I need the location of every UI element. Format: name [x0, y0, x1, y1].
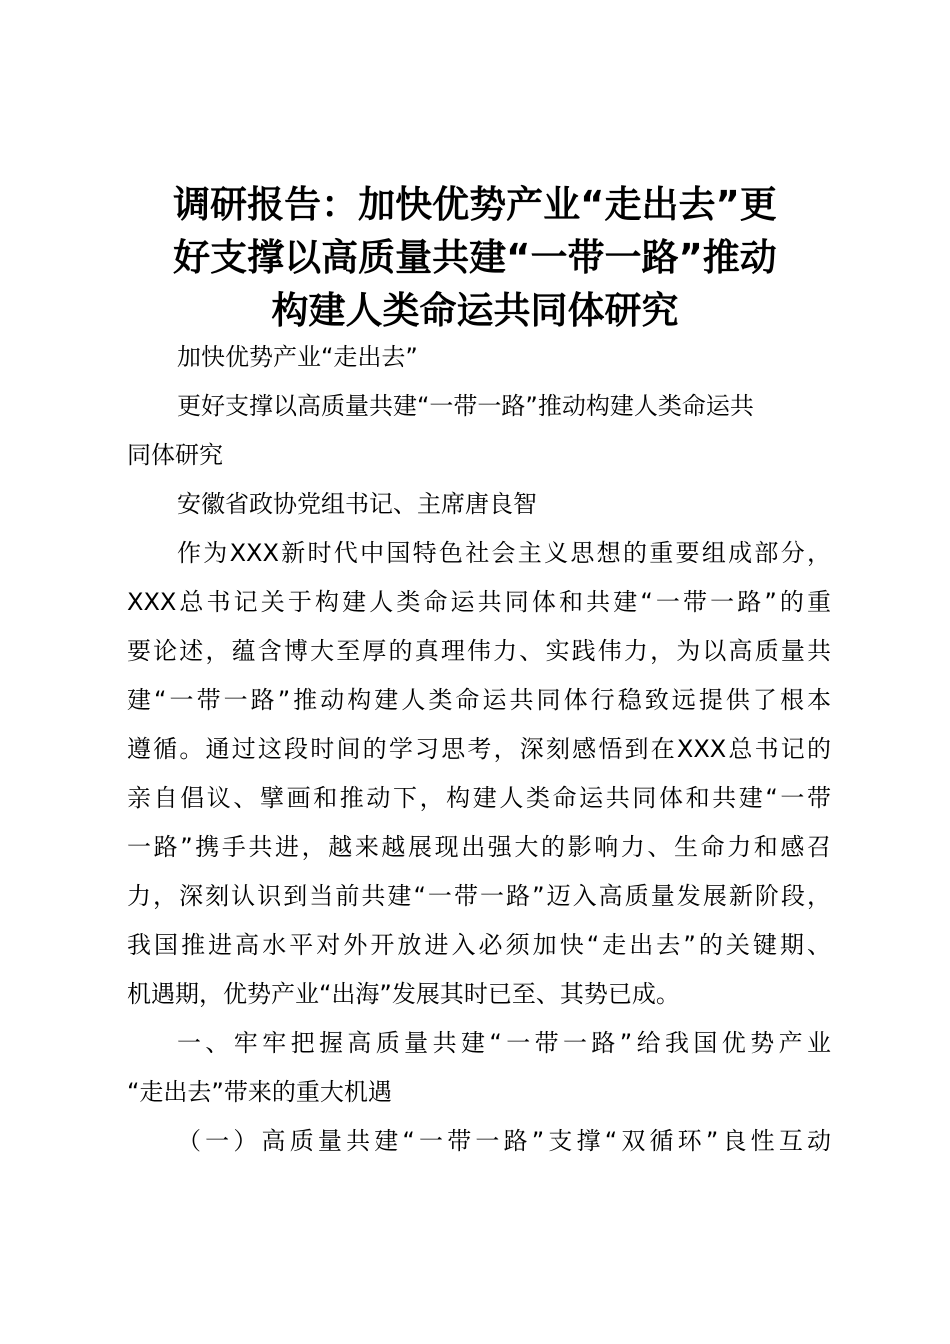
paragraph-1-line-2: XXX总书记关于构建人类命运共同体和共建“一带一路”的重 [127, 588, 831, 616]
paragraph-1-line-1: 作为XXX新时代中国特色社会主义思想的重要组成部分， [177, 539, 831, 567]
paragraph-1-line-7: 一路”携手共进，越来越展现出强大的影响力、生命力和感召 [127, 833, 831, 861]
paragraph-1 [127, 529, 831, 1019]
subtitle-2-line-2: 同体研究 [127, 441, 223, 469]
title-line-1: 调研报告：加快优势产业“走出去”更 [173, 183, 777, 226]
paragraph-1-line-5: 遵循。通过这段时间的学习思考，深刻感悟到在XXX总书记的 [127, 735, 831, 763]
paragraph-1-line-9: 我国推进高水平对外开放进入必须加快“走出去”的关键期、 [127, 931, 831, 959]
heading-1 [127, 1019, 831, 1117]
author-text: 安徽省政协党组书记、主席唐良智 [177, 490, 537, 518]
heading-1-1 [127, 1117, 831, 1166]
subtitle-1 [127, 333, 831, 382]
subtitle-2 [127, 382, 831, 480]
paragraph-1-line-10: 机遇期，优势产业“出海”发展其时已至、其势已成。 [127, 980, 680, 1008]
document-body [127, 333, 831, 1166]
paragraph-1-line-4: 建“一带一路”推动构建人类命运共同体行稳致远提供了根本 [127, 686, 831, 714]
paragraph-1-line-8: 力，深刻认识到当前共建“一带一路”迈入高质量发展新阶段， [127, 882, 831, 910]
title-line-2: 好支撑以高质量共建“一带一路”推动 [173, 236, 777, 279]
subtitle-1-text: 加快优势产业“走出去” [177, 343, 418, 371]
paragraph-1-line-3: 要论述，蕴含博大至厚的真理伟力、实践伟力，为以高质量共 [127, 637, 831, 665]
paragraph-1-line-6: 亲自倡议、擘画和推动下，构建人类命运共同体和共建“一带 [127, 784, 831, 812]
document-title [118, 178, 832, 337]
heading-1-1-text: （一）高质量共建“一带一路”支撑“双循环”良性互动 [177, 1127, 831, 1155]
heading-1-line-1: 一、牢牢把握高质量共建“一带一路”给我国优势产业 [177, 1029, 831, 1057]
title-line-3: 构建人类命运共同体研究 [271, 289, 679, 332]
subtitle-2-line-1: 更好支撑以高质量共建“一带一路”推动构建人类命运共 [177, 392, 754, 420]
author-line [127, 480, 831, 529]
heading-1-line-2: “走出去”带来的重大机遇 [127, 1078, 392, 1106]
